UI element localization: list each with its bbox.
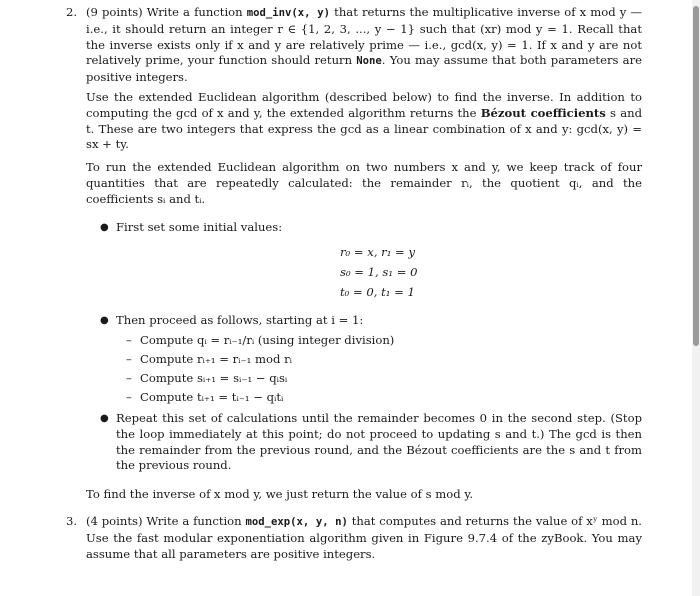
bullet-repeat: Repeat this set of calculations until the remainder becomes 0 in the second step. (Stop the loop immediately at this point; do not proceed to updating s and t.) The gcd is then the remainder from the previous round, and the Bézout coefficients are the s and t from the previous round.: [116, 411, 642, 473]
bezout-description: s and t. These are two integers that express the gcd as a linear combination of x and y: gcd(x, y) = sx + ty.: [86, 105, 643, 152]
mod-exp-function-name: mod_exp(x, y, n): [245, 516, 348, 528]
step-t-update: Compute tᵢ₊₁ = tᵢ₋₁ − qᵢtᵢ: [140, 390, 284, 404]
problem-2-description: that returns the multiplicative inverse of x mod y — i.e., it should return an integer r ∈ {1, 2, 3, ..., y − 1} such that (xr) mod y = 1. Recall that the inverse exists only if x and y are relatively prime — i.e., gcd(x, y) = 1. If x and y are not relatively prime, your function should return: [86, 5, 643, 68]
problem-2-number: 2.: [66, 5, 78, 19]
dash-marker: –: [126, 352, 132, 366]
init-equation-r: r₀ = x, r₁ = y: [340, 245, 416, 259]
vertical-scrollbar[interactable]: [692, 0, 700, 596]
dash-marker: –: [126, 371, 132, 385]
problem-3-number: 3.: [66, 514, 78, 528]
step-remainder: Compute rᵢ₊₁ = rᵢ₋₁ mod rᵢ: [140, 352, 292, 366]
bullet-marker: ●: [100, 413, 109, 424]
bullet-marker: ●: [100, 315, 109, 326]
problem-2-intro: (9 points) Write a function: [86, 5, 243, 19]
inverse-summary: To find the inverse of x mod y, we just return the value of s mod y.: [86, 487, 474, 501]
none-keyword: None: [356, 55, 382, 68]
bullet-proceed: Then proceed as follows, starting at i = 1:: [116, 313, 364, 327]
extended-euclid-intro: Use the extended Euclidean algorithm (described below) to find the inverse. In addition to computing the gcd of x and y, the extended algorithm returns the: [86, 90, 642, 120]
scrollbar-thumb[interactable]: [693, 6, 699, 346]
problem-2-description-end: . You may assume that both parameters are positive integers.: [86, 53, 642, 85]
bullet-marker: ●: [100, 222, 109, 233]
problem-3-intro: (4 points) Write a function: [86, 514, 242, 528]
mod-inv-function-name: mod_inv(x, y): [246, 7, 331, 19]
step-s-update: Compute sᵢ₊₁ = sᵢ₋₁ − qᵢsᵢ: [140, 371, 288, 385]
problem-3-description: that computes and returns the value of xʸ mod n. Use the fast modular exponentiation algorithm given in Figure 9.7.4 of the zyBook. You may assume that all parameters are positive integers.: [86, 514, 642, 561]
problem-3-paragraph: [86, 514, 642, 562]
problem-2-paragraph-2: [86, 90, 642, 153]
bezout-coefficients-term: Bézout coefficients: [480, 105, 606, 120]
init-equation-t: t₀ = 0, t₁ = 1: [340, 285, 415, 299]
step-quotient: Compute qᵢ = rᵢ₋₁/rᵢ (using integer division): [140, 333, 395, 347]
problem-2-paragraph-1: [86, 5, 642, 86]
dash-marker: –: [126, 390, 132, 404]
bullet-initial-values: First set some initial values:: [116, 220, 283, 234]
dash-marker: –: [126, 333, 132, 347]
init-equation-s: s₀ = 1, s₁ = 0: [340, 265, 418, 279]
problem-2-paragraph-3: To run the extended Euclidean algorithm on two numbers x and y, we keep track of four quantities that are repeatedly calculated: the remainder rᵢ, the quotient qᵢ, and the coefficients sᵢ and tᵢ.: [86, 160, 642, 206]
